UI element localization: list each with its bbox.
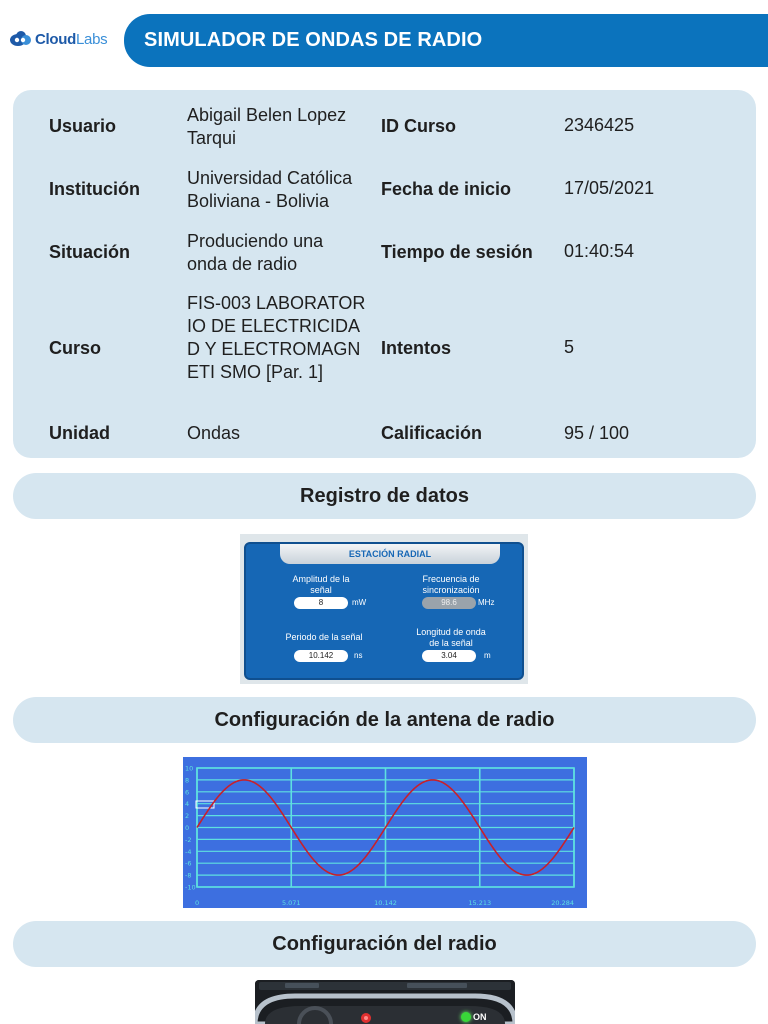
y-tick-label: 2 (185, 812, 190, 821)
y-tick-label: 6 (185, 788, 190, 797)
y-tick-label: -2 (185, 835, 192, 844)
amplitud-field[interactable]: 8 (294, 597, 348, 609)
title-bar (124, 14, 768, 67)
estacion-radial-title: ESTACIÓN RADIAL (280, 544, 500, 564)
situacion-label: Situación (49, 242, 131, 262)
section-antena (13, 697, 756, 743)
section-title: Configuración de la antena de radio (214, 708, 555, 731)
x-tick-label: 20.284 (551, 899, 574, 907)
y-tick-label: -8 (185, 871, 192, 880)
power-on-label: ON (473, 1012, 487, 1022)
tiempo-sesion-value: 01:40:54 (564, 241, 635, 261)
fecha-inicio-value: 17/05/2021 (564, 178, 655, 198)
x-tick-label: 0 (195, 899, 200, 907)
institucion-value: Universidad Católica Boliviana - Bolivia (187, 168, 353, 211)
usuario-label: Usuario (49, 116, 117, 136)
y-tick-label: -4 (185, 847, 192, 856)
periodo-unit: ns (354, 651, 363, 660)
fecha-inicio-label: Fecha de inicio (381, 179, 512, 199)
periodo-field[interactable]: 10.142 (294, 650, 348, 662)
wave-chart-svg (183, 757, 587, 908)
x-tick-label: 15.213 (468, 899, 492, 907)
amplitud-unit: mW (352, 598, 367, 607)
id-curso-value: 2346425 (564, 115, 635, 135)
curso-label: Curso (49, 338, 102, 358)
section-registro-datos (13, 473, 756, 519)
unidad-label: Unidad (49, 423, 110, 443)
y-tick-label: 10 (185, 764, 194, 773)
curso-value: FIS-003 LABORATORIO DE ELECTRICIDAD Y ELECTROMAGNETI SMO [Par. 1] (187, 293, 366, 382)
wave-chart (183, 757, 587, 908)
page-title: SIMULADOR DE ONDAS DE RADIO (144, 29, 483, 51)
frecuencia-field[interactable]: 98.6 (422, 597, 476, 609)
frecuencia-unit: MHz (478, 598, 495, 607)
unidad-value: Ondas (187, 423, 241, 443)
y-tick-label: 4 (185, 800, 190, 809)
session-info-card (13, 90, 756, 458)
calificacion-value: 95 / 100 (564, 423, 630, 443)
usuario-value: Abigail Belen Lopez Tarqui (187, 105, 347, 148)
longitud-field[interactable]: 3.04 (422, 650, 476, 662)
id-curso-label: ID Curso (381, 116, 457, 136)
intentos-value: 5 (564, 337, 575, 357)
institucion-label: Institución (49, 179, 140, 199)
estacion-radial-panel (240, 534, 528, 684)
x-tick-label: 5.071 (281, 899, 301, 907)
longitud-label: Longitud de onda de la señal (416, 627, 486, 648)
x-tick-label: 10.142 (374, 899, 397, 907)
section-title: Registro de datos (300, 484, 469, 507)
y-tick-label: -6 (185, 859, 192, 868)
cloud-icon (8, 28, 34, 50)
y-tick-label: -10 (185, 883, 196, 892)
longitud-unit: m (484, 651, 491, 660)
section-radio (13, 921, 756, 967)
tiempo-sesion-label: Tiempo de sesión (381, 242, 533, 262)
cloudlabs-logo (8, 28, 107, 50)
amplitud-label: Amplitud de la señal (292, 574, 350, 595)
situacion-value: Produciendo una onda de radio (187, 231, 324, 274)
y-tick-label: 0 (185, 824, 190, 832)
calificacion-label: Calificación (381, 423, 483, 443)
power-on-icon[interactable] (461, 1012, 471, 1022)
section-title: Configuración del radio (272, 932, 497, 955)
estacion-radial-body (244, 542, 524, 680)
header (0, 0, 768, 80)
periodo-label: Periodo de la señal (285, 632, 363, 642)
intentos-label: Intentos (381, 338, 451, 358)
y-tick-label: 8 (185, 776, 190, 785)
logo-text: CloudLabs (35, 30, 108, 48)
radio-panel (255, 980, 515, 1024)
frecuencia-label: Frecuencia de sincronización (422, 574, 480, 595)
